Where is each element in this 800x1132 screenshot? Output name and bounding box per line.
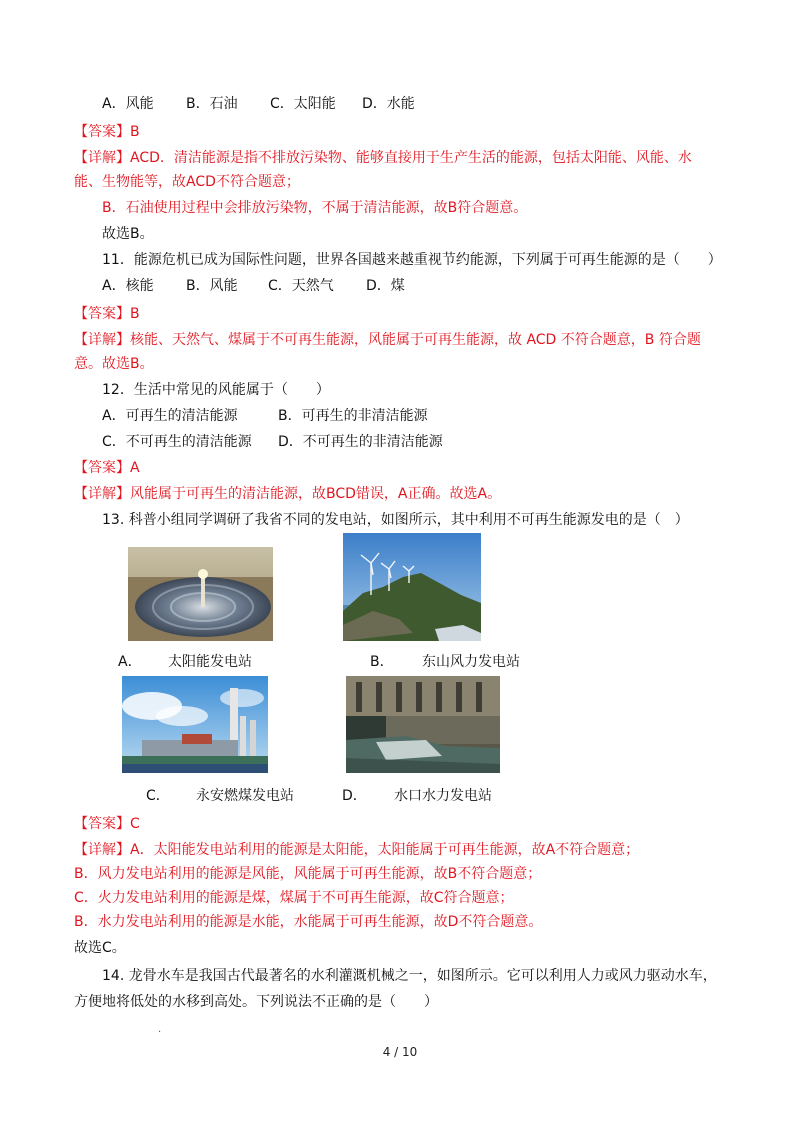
q10-option-d: D．水能 [362, 96, 415, 112]
q10-detail-3: B．石油使用过程中会排放污染物，不属于清洁能源，故B符合题意。 [102, 200, 528, 216]
q12-answer: 【答案】A [74, 460, 140, 476]
wind-farm-image [343, 533, 481, 641]
q13-caption-c-letter: C． [146, 788, 170, 804]
q12-stem: 12．生活中常见的风能属于（ ） [102, 382, 330, 398]
q13-detail-1: 【详解】A．太阳能发电站利用的能源是太阳能，太阳能属于可再生能源，故A不符合题意； [74, 842, 640, 858]
q12-detail-1: 【详解】风能属于可再生的清洁能源，故BCD错误，A正确。故选A。 [74, 486, 502, 502]
q13-caption-c-label: 永安燃煤发电站 [196, 788, 294, 804]
hydro-plant-image [346, 676, 500, 773]
q13-caption-a-label: 太阳能发电站 [168, 654, 252, 670]
q13-caption-b-label: 东山风力发电站 [422, 654, 520, 670]
q12-option-d: D．不可再生的非清洁能源 [278, 434, 443, 450]
q10-option-c: C．太阳能 [270, 96, 336, 112]
page-number: 4 / 10 [382, 1045, 418, 1059]
coal-plant-image [122, 676, 268, 773]
q11-detail-2: 意。故选B。 [74, 356, 154, 372]
q10-option-b: B．石油 [186, 96, 238, 112]
stray-dot: . [158, 1024, 162, 1035]
q11-option-d: D．煤 [366, 278, 405, 294]
q11-option-a: A．核能 [102, 278, 154, 294]
q13-caption-d-label: 水口水力发电站 [394, 788, 492, 804]
q12-option-c: C．不可再生的清洁能源 [102, 434, 252, 450]
q10-detail-1: 【详解】ACD．清洁能源是指不排放污染物、能够直接用于生产生活的能源，包括太阳能、风能、水 [74, 150, 692, 166]
q11-option-b: B．风能 [186, 278, 238, 294]
q12-option-b: B．可再生的非清洁能源 [278, 408, 428, 424]
q10-answer: 【答案】B [74, 124, 140, 140]
q11-answer: 【答案】B [74, 306, 140, 322]
solar-plant-image [128, 547, 273, 641]
q13-conclusion: 故选C。 [74, 940, 126, 956]
q13-caption-a-letter: A． [118, 654, 142, 670]
q13-caption-d-letter: D． [342, 788, 367, 804]
q10-conclusion: 故选B。 [102, 226, 154, 242]
q13-caption-b-letter: B． [370, 654, 394, 670]
q14-stem-2: 方便地将低处的水移到高处。下列说法不正确的是（ ） [74, 994, 438, 1010]
q14-stem-1: 14. 龙骨水车是我国古代最著名的水利灌溉机械之一，如图所示。它可以利用人力或风力驱动水车， [102, 968, 717, 984]
q12-option-a: A．可再生的清洁能源 [102, 408, 238, 424]
q13-detail-2: B．风力发电站利用的能源是风能，风能属于可再生能源，故B不符合题意； [74, 866, 542, 882]
q10-option-a: A．风能 [102, 96, 154, 112]
q10-detail-2: 能、生物能等，故ACD不符合题意； [74, 174, 300, 190]
q13-answer: 【答案】C [74, 816, 140, 832]
q11-stem: 11．能源危机已成为国际性问题，世界各国越来越重视节约能源，下列属于可再生能源的是（ ） [102, 252, 722, 268]
q11-option-c: C．天然气 [268, 278, 334, 294]
q13-stem: 13. 科普小组同学调研了我省不同的发电站，如图所示，其中利用不可再生能源发电的是（ ） [102, 512, 689, 528]
q13-detail-3: C．火力发电站利用的能源是煤，煤属于不可再生能源，故C符合题意； [74, 890, 514, 906]
q13-detail-4: B．水力发电站利用的能源是水能，水能属于可再生能源，故D不符合题意。 [74, 914, 543, 930]
q11-detail-1: 【详解】核能、天然气、煤属于不可再生能源，风能属于可再生能源，故 ACD 不符合题意，B 符合题 [74, 332, 701, 348]
